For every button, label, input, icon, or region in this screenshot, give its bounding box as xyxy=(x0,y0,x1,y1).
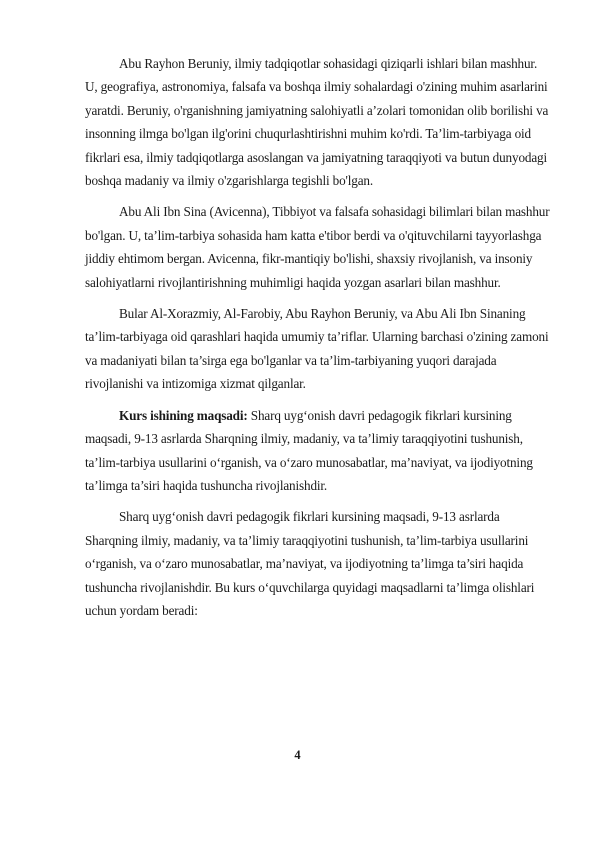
course-goal-heading: Kurs ishining maqsadi: xyxy=(119,407,248,423)
paragraph-text: Bular Al-Xorazmiy, Al-Farobiy, Abu Rayhon Beruniy, va Abu Ali Ibn Sinaning ta’lim-tarbiyaga oid qarashlari haqida umumiy ta’riflar. Ularning barchasi o'zining zamoni va madaniyati bilan ta’sirga ega bo'lganlar va ta’lim-tarbiyaning yuqori darajada rivojlanishi va intizomiga xizmat qilganlar. xyxy=(85,306,549,392)
paragraph-summary xyxy=(85,302,552,396)
body-text xyxy=(85,52,552,630)
paragraph-course-goal-detail xyxy=(85,505,552,622)
paragraph-ibn-sina xyxy=(85,200,552,294)
paragraph-text: Abu Ali Ibn Sina (Avicenna), Tibbiyot va falsafa sohasidagi bilimlari bilan mashhur bo'lgan. U, ta’lim-tarbiya sohasida ham katta e'tibor berdi va o'qituvchilarni tayyorlashga jiddiy ehtimom bergan. Avicenna, fikr-mantiqiy bo'lishi, shaxsiy rivojlanish, va insoniy salohiyatlarni rivojlantirishning muhimligi haqida yozgan asarlari bilan mashhur. xyxy=(85,204,550,290)
paragraph-text: Sharq uyg‘onish davri pedagogik fikrlari kursining maqsadi, 9-13 asrlarda Sharqning ilmiy, madaniy, va ta’limiy taraqqiyotini tushunish, ta’lim-tarbiya usullarini o‘rganish, va o‘zaro munosabatlar, ma’naviyat, va ijodiyotning ta’limga ta’siri haqida tushuncha rivojlanishdir. Bu kurs o‘quvchilarga quyidagi maqsadlarni ta’limga olishlari uchun yordam beradi: xyxy=(85,509,535,618)
paragraph-course-goal xyxy=(85,404,552,498)
paragraph-text: Abu Rayhon Beruniy, ilmiy tadqiqotlar sohasidagi qiziqarli ishlari bilan mashhur. U, geografiya, astronomiya, falsafa va boshqa ilmiy sohalardagi o'zining muhim asarlarini yaratdi. Beruniy, o'rganishning jamiyatning salohiyatli a’zolari tomonidan olib borilishi va insonning ilmga bo'lgan ilg'orini chuqurlashtirishni muhim ko'rdi. Ta’lim-tarbiyaga oid fikrlari esa, ilmiy tadqiqotlarga asoslangan va jamiyatning taraqqiyoti va butun dunyodagi boshqa madaniy va ilmiy o'zgarishlarga tegishli bo'lgan. xyxy=(85,56,549,189)
paragraph-beruniy xyxy=(85,52,552,192)
paragraph-text: Sharq uyg‘onish davri pedagogik fikrlari kursining maqsadi, 9-13 asrlarda Sharqning ilmiy, madaniy, va ta’limiy taraqqiyotini tushunish, ta’lim-tarbiya usullarini o‘rganish, va o‘zaro munosabatlar, ma’naviyat, va ijodiyotning ta’limga ta’siri haqida tushuncha rivojlanishdir. xyxy=(85,407,533,493)
page-number: 4 xyxy=(294,748,301,762)
